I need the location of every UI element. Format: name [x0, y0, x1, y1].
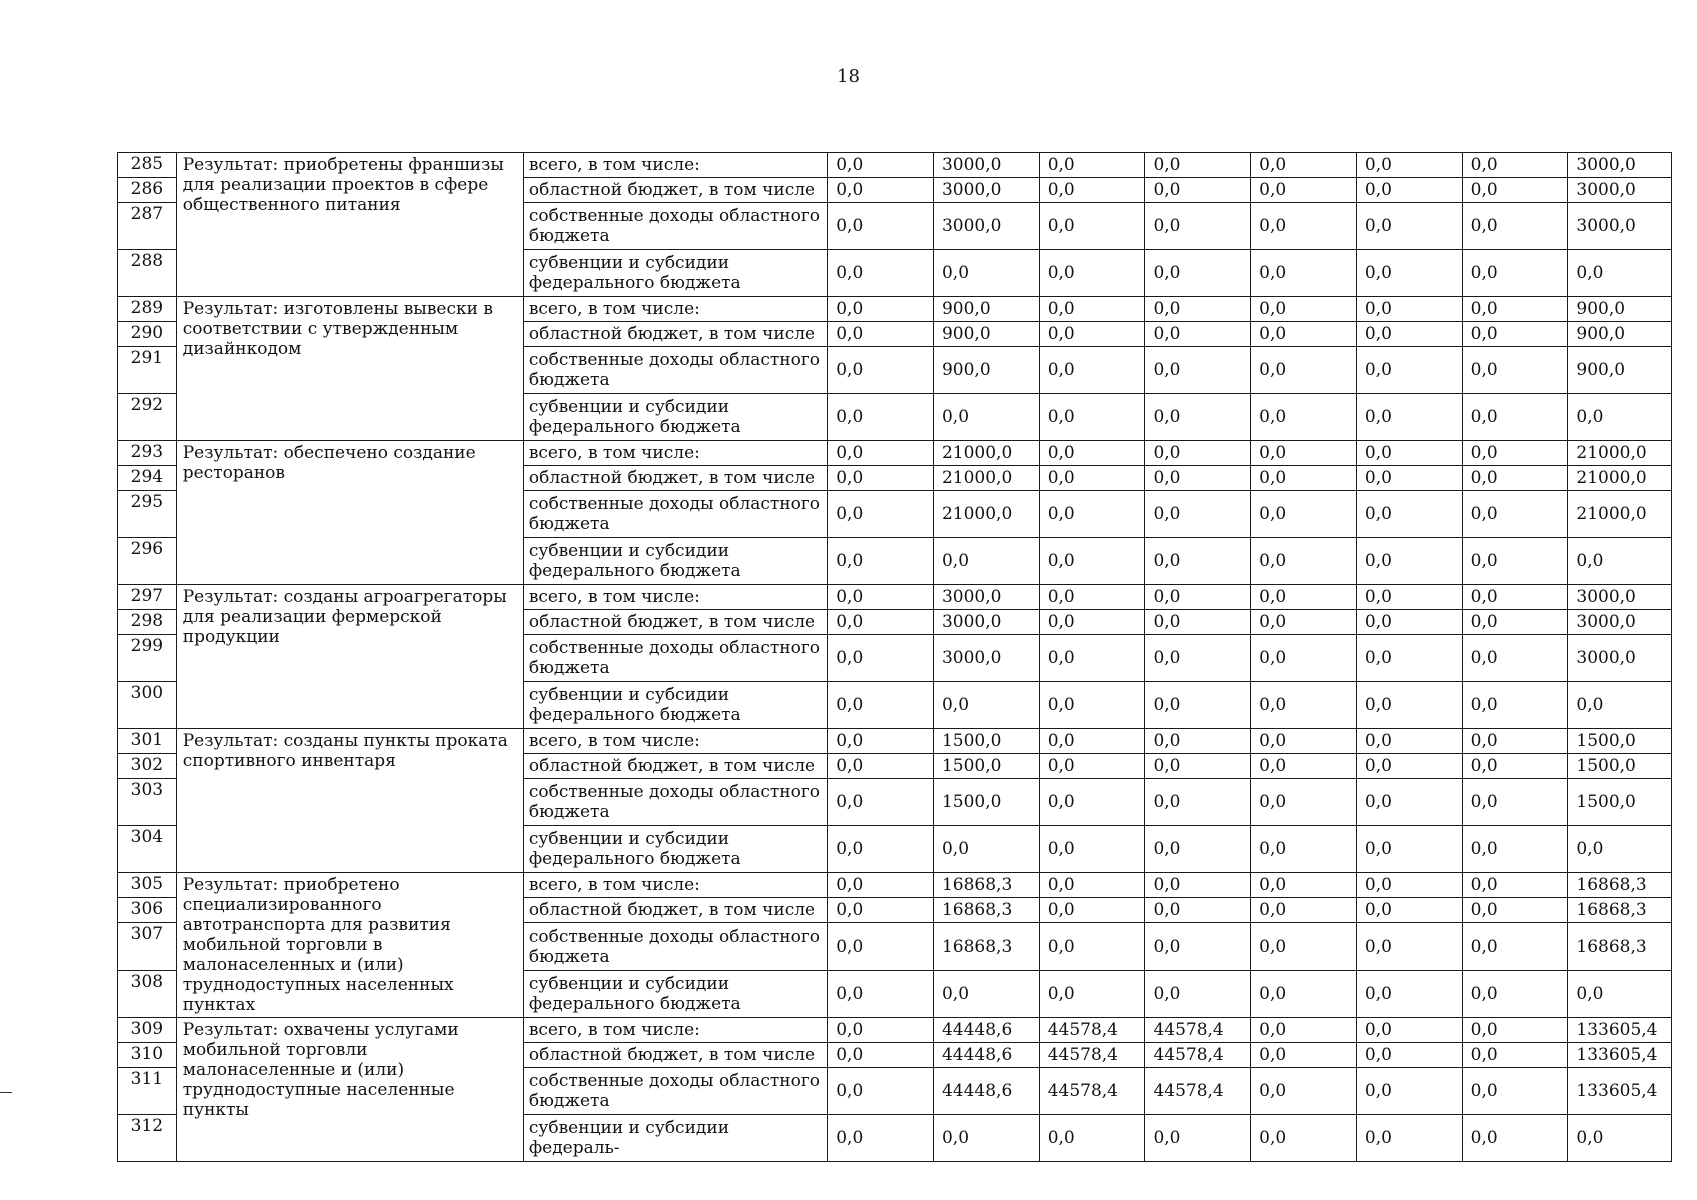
row-number: 294	[118, 466, 177, 491]
value-cell: 0,0	[933, 394, 1039, 441]
value-cell: 0,0	[1251, 779, 1357, 826]
value-cell: 0,0	[1251, 322, 1357, 347]
value-cell: 44578,4	[1039, 1018, 1145, 1043]
value-cell: 0,0	[1039, 1115, 1145, 1162]
value-cell: 0,0	[1462, 1115, 1568, 1162]
value-cell: 0,0	[1251, 754, 1357, 779]
table-row	[118, 297, 1672, 322]
total-value-cell: 21000,0	[1568, 441, 1672, 466]
value-cell: 0,0	[933, 1115, 1039, 1162]
value-cell: 0,0	[1251, 873, 1357, 898]
value-cell: 0,0	[1356, 610, 1462, 635]
value-cell: 16868,3	[933, 898, 1039, 923]
result-description: Результат: охвачены услугами мобильной торговли малонаселенные и (или) труднодоступные населенные пункты	[176, 1018, 523, 1162]
value-cell: 0,0	[1356, 826, 1462, 873]
row-number: 289	[118, 297, 177, 322]
value-cell: 0,0	[828, 754, 934, 779]
value-cell: 0,0	[1251, 1018, 1357, 1043]
row-number: 298	[118, 610, 177, 635]
value-cell: 0,0	[1356, 923, 1462, 970]
value-cell: 0,0	[828, 250, 934, 297]
row-number: 297	[118, 585, 177, 610]
value-cell: 0,0	[1356, 394, 1462, 441]
value-cell: 0,0	[1251, 178, 1357, 203]
value-cell: 0,0	[1039, 610, 1145, 635]
value-cell: 0,0	[1039, 322, 1145, 347]
value-cell: 0,0	[1251, 347, 1357, 394]
funding-source: собственные доходы областного бюджета	[523, 491, 827, 538]
row-number: 300	[118, 682, 177, 729]
table-row	[118, 729, 1672, 754]
total-value-cell: 1500,0	[1568, 729, 1672, 754]
value-cell: 0,0	[1145, 466, 1251, 491]
table-row	[118, 153, 1672, 178]
value-cell: 3000,0	[933, 635, 1039, 682]
value-cell: 0,0	[828, 1068, 934, 1115]
total-value-cell: 0,0	[1568, 538, 1672, 585]
value-cell: 0,0	[1462, 250, 1568, 297]
total-value-cell: 1500,0	[1568, 779, 1672, 826]
value-cell: 0,0	[1356, 178, 1462, 203]
funding-source: собственные доходы областного бюджета	[523, 635, 827, 682]
funding-source: собственные доходы областного бюджета	[523, 1068, 827, 1115]
value-cell: 0,0	[1039, 635, 1145, 682]
funding-source: областной бюджет, в том числе	[523, 898, 827, 923]
value-cell: 0,0	[1145, 1115, 1251, 1162]
value-cell: 0,0	[1145, 898, 1251, 923]
total-value-cell: 3000,0	[1568, 610, 1672, 635]
value-cell: 0,0	[1356, 1115, 1462, 1162]
result-description: Результат: изготовлены вывески в соответствии с утвержденным дизайнкодом	[176, 297, 523, 441]
value-cell: 0,0	[1462, 779, 1568, 826]
value-cell: 0,0	[1039, 826, 1145, 873]
total-value-cell: 3000,0	[1568, 585, 1672, 610]
value-cell: 0,0	[1039, 347, 1145, 394]
row-number: 311	[118, 1068, 177, 1115]
result-description: Результат: приобретено специализированного автотранспорта для развития мобильной торговли в малонаселенных и (или) труднодоступных населенных пунктах	[176, 873, 523, 1018]
value-cell: 0,0	[828, 297, 934, 322]
value-cell: 0,0	[828, 585, 934, 610]
value-cell: 0,0	[1462, 347, 1568, 394]
value-cell: 0,0	[1462, 153, 1568, 178]
value-cell: 0,0	[1251, 394, 1357, 441]
value-cell: 0,0	[1145, 394, 1251, 441]
total-value-cell: 16868,3	[1568, 873, 1672, 898]
value-cell: 0,0	[1356, 1068, 1462, 1115]
total-value-cell: 0,0	[1568, 970, 1672, 1017]
value-cell: 0,0	[1145, 729, 1251, 754]
funding-source: субвенции и субсидии федерального бюджета	[523, 394, 827, 441]
value-cell: 0,0	[1462, 682, 1568, 729]
funding-source: субвенции и субсидии федерального бюджета	[523, 538, 827, 585]
value-cell: 0,0	[828, 873, 934, 898]
value-cell: 0,0	[1145, 873, 1251, 898]
row-number: 306	[118, 898, 177, 923]
value-cell: 0,0	[1039, 466, 1145, 491]
value-cell: 0,0	[1356, 729, 1462, 754]
value-cell: 0,0	[1145, 322, 1251, 347]
value-cell: 0,0	[1251, 203, 1357, 250]
value-cell: 0,0	[1145, 297, 1251, 322]
value-cell: 0,0	[1251, 729, 1357, 754]
value-cell: 0,0	[1462, 898, 1568, 923]
value-cell: 44578,4	[1145, 1068, 1251, 1115]
total-value-cell: 3000,0	[1568, 178, 1672, 203]
total-value-cell: 21000,0	[1568, 466, 1672, 491]
value-cell: 0,0	[828, 635, 934, 682]
value-cell: 0,0	[1356, 538, 1462, 585]
value-cell: 0,0	[1462, 1068, 1568, 1115]
value-cell: 0,0	[1145, 538, 1251, 585]
value-cell: 0,0	[828, 610, 934, 635]
value-cell: 0,0	[828, 203, 934, 250]
value-cell: 900,0	[933, 322, 1039, 347]
value-cell: 0,0	[1145, 610, 1251, 635]
row-number: 307	[118, 923, 177, 970]
budget-table	[117, 152, 1672, 1162]
result-description: Результат: созданы пункты проката спортивного инвентаря	[176, 729, 523, 873]
total-value-cell: 900,0	[1568, 322, 1672, 347]
total-value-cell: 1500,0	[1568, 754, 1672, 779]
value-cell: 1500,0	[933, 754, 1039, 779]
value-cell: 1500,0	[933, 779, 1039, 826]
value-cell: 21000,0	[933, 466, 1039, 491]
table-row	[118, 441, 1672, 466]
value-cell: 0,0	[828, 779, 934, 826]
table-row	[118, 585, 1672, 610]
total-value-cell: 3000,0	[1568, 635, 1672, 682]
total-value-cell: 0,0	[1568, 1115, 1672, 1162]
value-cell: 0,0	[1251, 250, 1357, 297]
table-row	[118, 1018, 1672, 1043]
value-cell: 0,0	[1356, 779, 1462, 826]
value-cell: 0,0	[1039, 873, 1145, 898]
row-number: 286	[118, 178, 177, 203]
value-cell: 0,0	[1039, 250, 1145, 297]
value-cell: 0,0	[1462, 394, 1568, 441]
total-value-cell: 900,0	[1568, 347, 1672, 394]
value-cell: 0,0	[1356, 441, 1462, 466]
total-value-cell: 133605,4	[1568, 1043, 1672, 1068]
value-cell: 0,0	[1145, 203, 1251, 250]
value-cell: 3000,0	[933, 203, 1039, 250]
result-description: Результат: обеспечено создание ресторанов	[176, 441, 523, 585]
value-cell: 0,0	[1039, 898, 1145, 923]
value-cell: 16868,3	[933, 923, 1039, 970]
value-cell: 0,0	[828, 1043, 934, 1068]
value-cell: 0,0	[828, 923, 934, 970]
value-cell: 0,0	[1356, 322, 1462, 347]
value-cell: 0,0	[1462, 466, 1568, 491]
value-cell: 0,0	[1251, 297, 1357, 322]
total-value-cell: 21000,0	[1568, 491, 1672, 538]
row-number: 304	[118, 826, 177, 873]
total-value-cell: 900,0	[1568, 297, 1672, 322]
value-cell: 44448,6	[933, 1018, 1039, 1043]
value-cell: 0,0	[1251, 970, 1357, 1017]
total-value-cell: 133605,4	[1568, 1018, 1672, 1043]
funding-source: собственные доходы областного бюджета	[523, 203, 827, 250]
value-cell: 0,0	[828, 153, 934, 178]
value-cell: 0,0	[1039, 441, 1145, 466]
row-number: 305	[118, 873, 177, 898]
value-cell: 3000,0	[933, 610, 1039, 635]
value-cell: 0,0	[1462, 754, 1568, 779]
row-number: 309	[118, 1018, 177, 1043]
funding-source: субвенции и субсидии федерального бюджета	[523, 682, 827, 729]
result-description: Результат: созданы агроагрегаторы для реализации фермерской продукции	[176, 585, 523, 729]
value-cell: 0,0	[1462, 297, 1568, 322]
funding-source: всего, в том числе:	[523, 1018, 827, 1043]
row-number: 291	[118, 347, 177, 394]
row-number: 302	[118, 754, 177, 779]
value-cell: 0,0	[1462, 178, 1568, 203]
value-cell: 0,0	[1039, 779, 1145, 826]
value-cell: 0,0	[1251, 585, 1357, 610]
value-cell: 0,0	[1356, 297, 1462, 322]
row-number: 285	[118, 153, 177, 178]
row-number: 295	[118, 491, 177, 538]
value-cell: 900,0	[933, 347, 1039, 394]
value-cell: 0,0	[1356, 585, 1462, 610]
value-cell: 0,0	[1356, 635, 1462, 682]
value-cell: 0,0	[1462, 538, 1568, 585]
value-cell: 0,0	[1251, 1068, 1357, 1115]
result-description: Результат: приобретены франшизы для реализации проектов в сфере общественного питания	[176, 153, 523, 297]
value-cell: 0,0	[1356, 873, 1462, 898]
value-cell: 21000,0	[933, 491, 1039, 538]
funding-source: всего, в том числе:	[523, 873, 827, 898]
value-cell: 0,0	[1039, 394, 1145, 441]
value-cell: 0,0	[828, 682, 934, 729]
row-number: 299	[118, 635, 177, 682]
value-cell: 0,0	[1145, 491, 1251, 538]
value-cell: 0,0	[1462, 923, 1568, 970]
value-cell: 0,0	[828, 729, 934, 754]
value-cell: 0,0	[828, 491, 934, 538]
total-value-cell: 16868,3	[1568, 898, 1672, 923]
row-number: 287	[118, 203, 177, 250]
value-cell: 0,0	[1145, 923, 1251, 970]
value-cell: 0,0	[1462, 491, 1568, 538]
total-value-cell: 0,0	[1568, 826, 1672, 873]
value-cell: 0,0	[1039, 923, 1145, 970]
value-cell: 44578,4	[1039, 1068, 1145, 1115]
value-cell: 0,0	[1251, 466, 1357, 491]
funding-source: собственные доходы областного бюджета	[523, 923, 827, 970]
value-cell: 0,0	[828, 898, 934, 923]
value-cell: 0,0	[828, 1115, 934, 1162]
value-cell: 0,0	[1462, 970, 1568, 1017]
total-value-cell: 0,0	[1568, 250, 1672, 297]
funding-source: собственные доходы областного бюджета	[523, 779, 827, 826]
value-cell: 0,0	[1145, 682, 1251, 729]
total-value-cell: 3000,0	[1568, 203, 1672, 250]
value-cell: 0,0	[1145, 347, 1251, 394]
row-number: 308	[118, 970, 177, 1017]
value-cell: 0,0	[828, 1018, 934, 1043]
value-cell: 0,0	[1039, 585, 1145, 610]
budget-table-container	[117, 152, 1672, 1162]
table-row	[118, 873, 1672, 898]
value-cell: 0,0	[1462, 635, 1568, 682]
page-number: 18	[837, 66, 860, 87]
value-cell: 0,0	[828, 466, 934, 491]
value-cell: 44578,4	[1145, 1043, 1251, 1068]
value-cell: 0,0	[933, 538, 1039, 585]
value-cell: 0,0	[1039, 297, 1145, 322]
value-cell: 0,0	[1039, 178, 1145, 203]
value-cell: 3000,0	[933, 585, 1039, 610]
value-cell: 0,0	[1251, 441, 1357, 466]
funding-source: всего, в том числе:	[523, 729, 827, 754]
value-cell: 0,0	[1145, 441, 1251, 466]
funding-source: областной бюджет, в том числе	[523, 1043, 827, 1068]
value-cell: 0,0	[1251, 1115, 1357, 1162]
value-cell: 0,0	[1251, 1043, 1357, 1068]
value-cell: 0,0	[1356, 153, 1462, 178]
funding-source: субвенции и субсидии федерального бюджета	[523, 826, 827, 873]
value-cell: 3000,0	[933, 178, 1039, 203]
total-value-cell: 3000,0	[1568, 153, 1672, 178]
value-cell: 0,0	[1039, 754, 1145, 779]
value-cell: 0,0	[1039, 203, 1145, 250]
value-cell: 0,0	[1145, 826, 1251, 873]
total-value-cell: 133605,4	[1568, 1068, 1672, 1115]
row-number: 303	[118, 779, 177, 826]
scan-margin-mark	[0, 1092, 12, 1093]
funding-source: всего, в том числе:	[523, 297, 827, 322]
funding-source: субвенции и субсидии федераль-	[523, 1115, 827, 1162]
value-cell: 0,0	[933, 682, 1039, 729]
value-cell: 0,0	[1145, 754, 1251, 779]
value-cell: 0,0	[1145, 153, 1251, 178]
funding-source: собственные доходы областного бюджета	[523, 347, 827, 394]
value-cell: 0,0	[1462, 441, 1568, 466]
value-cell: 44578,4	[1039, 1043, 1145, 1068]
value-cell: 0,0	[1356, 682, 1462, 729]
value-cell: 0,0	[828, 178, 934, 203]
value-cell: 0,0	[1251, 153, 1357, 178]
funding-source: субвенции и субсидии федерального бюджета	[523, 970, 827, 1017]
value-cell: 0,0	[933, 250, 1039, 297]
value-cell: 0,0	[1251, 538, 1357, 585]
value-cell: 0,0	[1356, 203, 1462, 250]
value-cell: 0,0	[1039, 538, 1145, 585]
funding-source: областной бюджет, в том числе	[523, 610, 827, 635]
value-cell: 0,0	[1039, 970, 1145, 1017]
value-cell: 0,0	[1462, 826, 1568, 873]
value-cell: 0,0	[1039, 153, 1145, 178]
value-cell: 44448,6	[933, 1068, 1039, 1115]
row-number: 292	[118, 394, 177, 441]
value-cell: 0,0	[933, 970, 1039, 1017]
funding-source: областной бюджет, в том числе	[523, 322, 827, 347]
funding-source: всего, в том числе:	[523, 585, 827, 610]
value-cell: 0,0	[1356, 1018, 1462, 1043]
value-cell: 0,0	[1356, 347, 1462, 394]
value-cell: 0,0	[1462, 873, 1568, 898]
row-number: 312	[118, 1115, 177, 1162]
value-cell: 0,0	[1145, 250, 1251, 297]
value-cell: 0,0	[1462, 729, 1568, 754]
value-cell: 0,0	[828, 826, 934, 873]
value-cell: 0,0	[1356, 970, 1462, 1017]
value-cell: 3000,0	[933, 153, 1039, 178]
value-cell: 0,0	[828, 970, 934, 1017]
total-value-cell: 16868,3	[1568, 923, 1672, 970]
funding-source: всего, в том числе:	[523, 441, 827, 466]
value-cell: 900,0	[933, 297, 1039, 322]
value-cell: 21000,0	[933, 441, 1039, 466]
value-cell: 0,0	[1356, 898, 1462, 923]
value-cell: 0,0	[1039, 491, 1145, 538]
value-cell: 0,0	[1462, 203, 1568, 250]
value-cell: 0,0	[1251, 898, 1357, 923]
value-cell: 0,0	[1145, 779, 1251, 826]
value-cell: 0,0	[1462, 610, 1568, 635]
row-number: 293	[118, 441, 177, 466]
total-value-cell: 0,0	[1568, 682, 1672, 729]
total-value-cell: 0,0	[1568, 394, 1672, 441]
value-cell: 0,0	[1462, 1043, 1568, 1068]
value-cell: 0,0	[1356, 250, 1462, 297]
funding-source: субвенции и субсидии федерального бюджета	[523, 250, 827, 297]
value-cell: 0,0	[1251, 610, 1357, 635]
value-cell: 0,0	[1251, 682, 1357, 729]
row-number: 310	[118, 1043, 177, 1068]
value-cell: 0,0	[1356, 491, 1462, 538]
value-cell: 0,0	[1145, 178, 1251, 203]
value-cell: 0,0	[828, 322, 934, 347]
value-cell: 0,0	[1356, 1043, 1462, 1068]
value-cell: 44448,6	[933, 1043, 1039, 1068]
value-cell: 16868,3	[933, 873, 1039, 898]
value-cell: 0,0	[828, 538, 934, 585]
value-cell: 0,0	[1039, 682, 1145, 729]
value-cell: 44578,4	[1145, 1018, 1251, 1043]
value-cell: 0,0	[1462, 585, 1568, 610]
value-cell: 0,0	[1462, 322, 1568, 347]
funding-source: областной бюджет, в том числе	[523, 178, 827, 203]
funding-source: всего, в том числе:	[523, 153, 827, 178]
row-number: 296	[118, 538, 177, 585]
value-cell: 0,0	[1145, 635, 1251, 682]
row-number: 290	[118, 322, 177, 347]
value-cell: 0,0	[1356, 754, 1462, 779]
value-cell: 0,0	[1462, 1018, 1568, 1043]
value-cell: 0,0	[1145, 970, 1251, 1017]
value-cell: 0,0	[1039, 729, 1145, 754]
value-cell: 0,0	[1251, 923, 1357, 970]
funding-source: областной бюджет, в том числе	[523, 466, 827, 491]
value-cell: 0,0	[828, 441, 934, 466]
value-cell: 0,0	[1251, 635, 1357, 682]
value-cell: 0,0	[1145, 585, 1251, 610]
value-cell: 0,0	[828, 347, 934, 394]
value-cell: 0,0	[1251, 826, 1357, 873]
value-cell: 0,0	[828, 394, 934, 441]
row-number: 288	[118, 250, 177, 297]
value-cell: 0,0	[1356, 466, 1462, 491]
row-number: 301	[118, 729, 177, 754]
funding-source: областной бюджет, в том числе	[523, 754, 827, 779]
value-cell: 0,0	[1251, 491, 1357, 538]
table-body	[118, 153, 1672, 1162]
value-cell: 1500,0	[933, 729, 1039, 754]
value-cell: 0,0	[933, 826, 1039, 873]
